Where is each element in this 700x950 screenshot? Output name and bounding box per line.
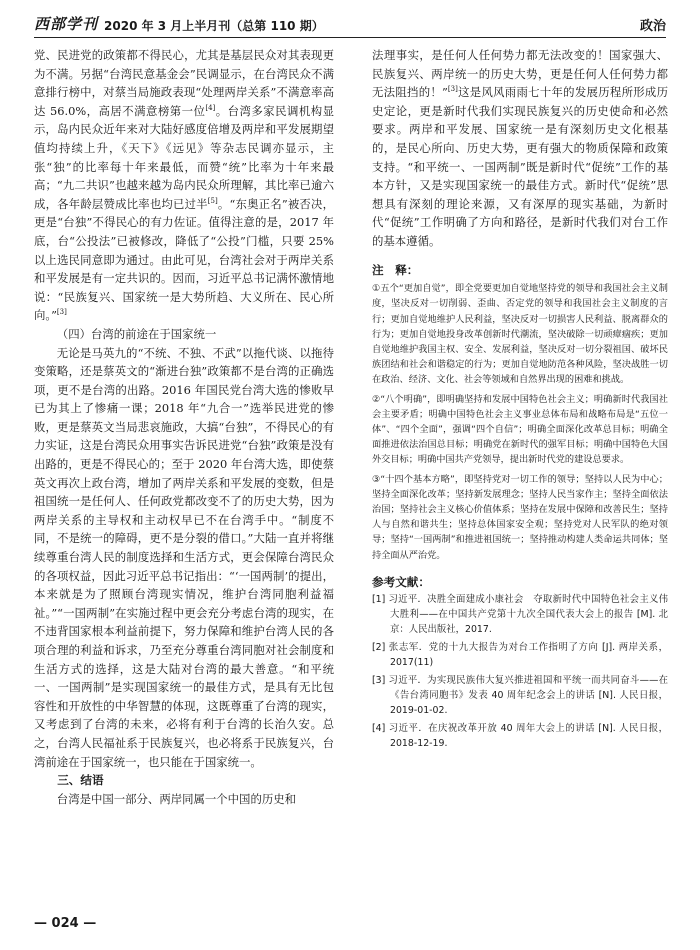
- left-column: [34, 46, 334, 808]
- journal-brand: 西部学刊: [34, 15, 99, 33]
- note-item: ②“八个明确”，即明确坚持和发展中国特色社会主义；明确新时代我国社会主要矛盾；明确中国特色社会主义事业总体布局和战略布局是“五位一体”、“四个全面”，强调“四个自信”；明确全面深化改革总目标；明确全面推进依法治国总目标；明确党在新时代的强军目标；明确中国特色大国外交目标；明确中国共产党领导，提出新时代党的建设总要求。: [372, 393, 668, 466]
- subheading: （四）台湾的前途在于国家统一: [56, 326, 217, 341]
- journal-issue: 2020 年 3 月上半月刊（总第 110 期）: [104, 19, 324, 33]
- paragraph-continued: 法理事实，是任何人任何势力都无法改变的！国家强大、民族复兴、两岸统一的历史大势，更是任何人任何势力都无法阻挡的！”[3]这是风风雨雨七十年的发展历程所形成历史定论，更是新时代我们实现民族复兴的历史使命和必然要求。两岸和平发展、国家统一是有深刻历史文化根基的，是民心所向、历史大势，更有强大的物质保障和政策支持。“和平统一、一国两制”既是新时代“促统”工作的基本方针，又是实现国家统一的最佳方式。新时代“促统”思想具有深刻的理论来源，又有深厚的现实基础，为新时代“促统”工作明确了方向和路径，是新时代我们对台工作的基本遵循。: [372, 48, 668, 248]
- right-column: [372, 46, 668, 754]
- paragraph-2: 无论是马英九的“不统、不独、不武”以拖代谈、以拖待变策略，还是蔡英文的“渐进台独”政策都不是台湾的正确选项，更不是台湾的出路。2016 年国民党台湾大选的惨败早已为其上了惨痛一课；2018 年“九合一”选举民进党的惨败，更是蔡英文当局悲哀施政，大搞“台独”，不得民心的有力实证，这是台湾民众用事实告诉民进党“台独”政策是没有出路的，更是不得民心的；至于 2020 年台湾大选，即使蔡英文再次上政台湾，增加了两岸关系和平发展的变数，但是祖国统一是任何人、任何政党都改变不了的历史大势，因为两岸关系的主导权和主动权早已不在台湾手中。“制度不同，不是统一的障碍，更不是分裂的借口。”大陆一直并将继续尊重台湾人民的制度选择和生活方式，更会保障台湾民众的各项权益，因此习近平总书记指出：“‘一国两制’的提出，本来就是为了照顾台湾现实情况，维护台湾同胞利益福祉。”“一国两制”在实施过程中更会充分考虑台湾的现实，在不违背国家根本利益前提下，努力保障和维护台湾人民的各项合理的利益和诉求，乃至充分尊重台湾同胞对社会制度和生活方式的选择，这是大陆对台湾的最大善意。“和平统一、一国两制”是实现国家统一的最佳方式，是具有无比包容性和开放性的中华智慧的体现，这既尊重了台湾的现实，又考虑到了台湾的未来，必将有利于台湾的长治久安。总之，台湾人民福祉系于民族复兴，也必将系于民族复兴，台湾前途在于国家统一，也只能在于国家统一。: [34, 345, 334, 769]
- header-left: [34, 13, 324, 34]
- section-label: 政治: [639, 19, 666, 34]
- page-header: [34, 8, 666, 38]
- page-number: — 024 —: [34, 916, 97, 931]
- conclusion-heading: 三、结语: [57, 773, 104, 788]
- note-item: ③“十四个基本方略”，即坚持党对一切工作的领导；坚持以人民为中心；坚持全面深化改革；坚持新发展理念；坚持人民当家作主；坚持全面依法治国；坚持社会主义核心价值体系；坚持在发展中保障和改善民生；坚持人与自然和谐共生；坚持总体国家安全观；坚持党对人民军队的绝对领导；坚持“一国两制”和推进祖国统一；坚持推动构建人类命运共同体；坚持全面从严治党。: [372, 473, 668, 561]
- paragraph-1: 党、民进党的政策都不得民心，尤其是基层民众对其表现更为不满。另据“台湾民意基金会”民调显示，在台湾民众不满意排行榜中，对蔡当局施政表现“处理两岸关系”不满意率高达 56.0%，高居不满意榜第一位[4]。台湾多家民调机构显示，岛内民众近年来对大陆好感度倍增及两岸和平发展期望值均持续上升，《天下》《远见》等杂志民调亦显示，主张“独”的比率每十年来最低，而赞“统”比率为十年来最高；“九二共识”也越来越为岛内民众所理解，其比率已逾六成，各年龄层赞成比率也均已过半[5]。“东奥正名”被否决，更是“台独”不得民心的有力佐证。值得注意的是，2017 年底，台“公投法”已被修改，降低了“公投”门槛，只要 25% 以上选民同意即为通过。由此可见，台湾社会对于两岸关系和平发展是有一定共识的。因而，习近平总书记满怀激情地说：“民族复兴、国家统一是大势所趋、大义所在、民心所向。”[3]: [34, 48, 334, 323]
- note-item: ①五个“更加自觉”，即全党要更加自觉地坚持党的领导和我国社会主义制度，坚决反对一切削弱、歪曲、否定党的领导和我国社会主义制度的言行；更加自觉地维护人民利益，坚决反对一切损害人民利益、脱离群众的行为；更加自觉地投身改革创新时代潮流，坚决破除一切顽瘴痼疾；更加自觉地维护我国主权、安全、发展利益，坚决反对一切分裂祖国、破坏民族团结和社会和谐稳定的行为；更加自觉地防范各种风险，坚决战胜一切在政治、经济、文化、社会等领域和自然界出现的困难和挑战。: [372, 283, 668, 386]
- reference-item: [4] 习近平．在庆祝改革开放 40 周年大会上的讲话 [N]. 人民日报，2018-12-19.: [372, 723, 668, 750]
- reference-item: [2] 张志军．党的十九大报告为对台工作指明了方向 [J]. 两岸关系，2017(11): [372, 642, 668, 669]
- references-title: 参考文献：: [372, 574, 430, 589]
- reference-item: [1] 习近平．决胜全面建成小康社会 夺取新时代中国特色社会主义伟大胜利——在中国共产党第十九次全国代表大会上的报告 [M]. 北京：人民出版社，2017.: [372, 594, 668, 636]
- reference-item: [3] 习近平．为实现民族伟大复兴推进祖国和平统一而共同奋斗——在《告台湾同胞书》发表 40 周年纪念会上的讲话 [N]. 人民日报，2019-01-02.: [372, 675, 668, 717]
- notes-title: 注 释：: [372, 262, 419, 277]
- paragraph-3: 台湾是中国一部分、两岸同属一个中国的历史和: [56, 791, 297, 806]
